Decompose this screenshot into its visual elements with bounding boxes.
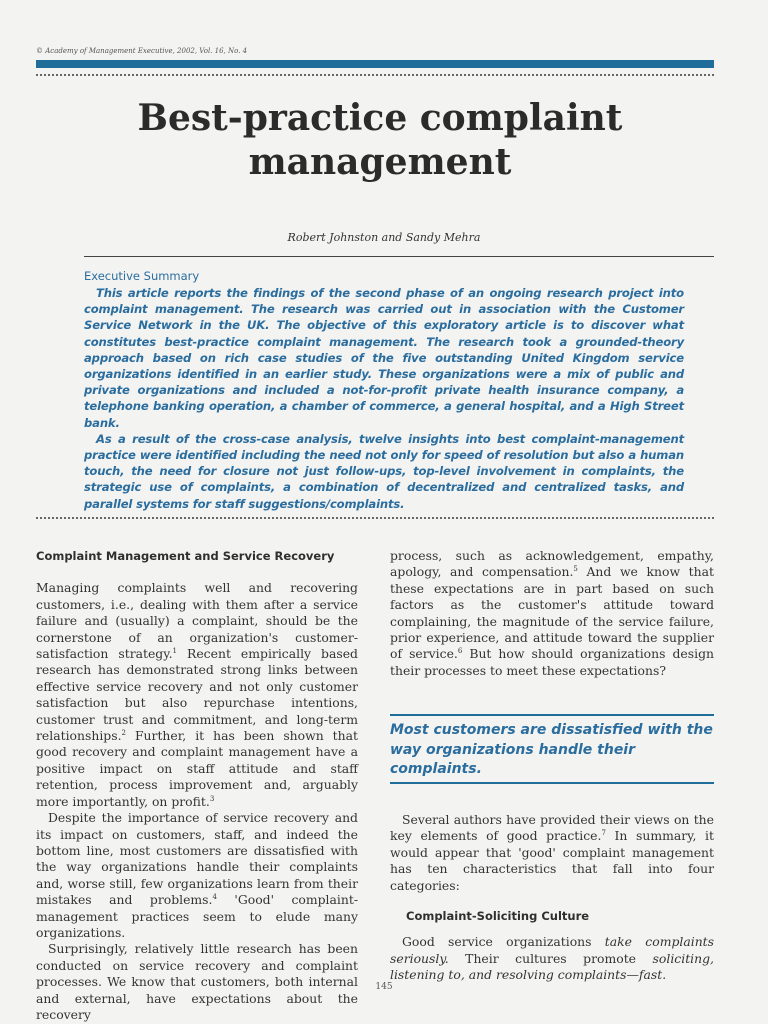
journal-citation: © Academy of Management Executive, 2002, Vol. 16, No. 4 bbox=[36, 47, 248, 55]
executive-summary bbox=[84, 269, 684, 512]
summary-paragraph-1: This article reports the findings of the second phase of an ongoing research project into complaint management. The research was carried out in association with the Customer Service Network in the UK. The objective of this exploratory article is to discover what constitutes best-practice complaint management. The research took a grounded-theory approach based on rich case studies of the five outstanding United Kingdom service organizations identified in an earlier study. These organizations were a mix of public and private organizations and included a not-for-profit private health insurance company, a telephone banking operation, a chamber of commerce, a general hospital, and a High Street bank. bbox=[84, 286, 684, 430]
footnote-ref: 4 bbox=[212, 893, 217, 901]
title-line-1: Best-practice complaint bbox=[137, 97, 623, 139]
body-paragraph: process, such as acknowledgement, empathy, apology, and compensation.$^5$ And we know that these expectations are in part based on such factors as the customer's attitude toward complaining, the magnitude of the service failure, prior experience, and attitude toward the supplier of service.$^6$ But how should organizations design their processes to meet these expectations? bbox=[390, 548, 714, 678]
body-paragraph: Good service organizations take complaints seriously. Their cultures promote soliciting, listening to, and resolving complaints—fast. bbox=[390, 934, 715, 983]
footnote-ref: 7 bbox=[601, 829, 606, 838]
section-heading-complaint-management: Complaint Management and Service Recovery bbox=[36, 549, 335, 563]
footnote-ref: 6 bbox=[457, 647, 463, 656]
body-paragraph: Surprisingly, relatively little research has been conducted on service recovery and complaint processes. We know that customers, both internal and external, have expectations about the recovery bbox=[36, 941, 358, 1022]
pull-quote bbox=[390, 714, 714, 784]
header-accent-bar bbox=[36, 60, 714, 68]
dotted-divider-top bbox=[36, 74, 714, 76]
footnote-ref: 5 bbox=[573, 565, 578, 574]
footnote-ref: 1 bbox=[172, 646, 178, 655]
body-column-left bbox=[36, 548, 358, 1023]
dotted-divider-summary bbox=[36, 517, 714, 519]
authors-rule bbox=[84, 256, 714, 257]
footnote-ref: 2 bbox=[121, 728, 126, 737]
body-paragraph: Despite the importance of service recovery and its impact on customers, staff, and indeed the bottom line, most customers are dissatisfied with the way organizations handle their complaints and, worse still, few organizations learn from their mistakes and problems.$^4$ 'Good' complaint-management practices seem to elude many organizations. bbox=[36, 810, 359, 940]
footnote-ref: 3 bbox=[209, 794, 215, 803]
body-column-right-lower bbox=[390, 812, 714, 984]
article-title bbox=[100, 96, 660, 184]
title-line-2: management bbox=[248, 141, 512, 183]
summary-paragraph-2: As a result of the cross-case analysis, twelve insights into best complaint-management practice were identified including the need not only for speed of resolution but also a human touch, the need for closure not just follow-ups, top-level involvement in complaints, the strategic use of complaints, a combination of decentralized and centralized tasks, and parallel systems for staff suggestions/complaints. bbox=[84, 431, 684, 511]
page-number: 145 bbox=[375, 982, 393, 992]
pull-quote-text: Most customers are dissatisfied with the way organizations handle their complaints. bbox=[390, 722, 713, 777]
body-column-right bbox=[390, 548, 714, 679]
body-paragraph: Several authors have provided their views on the key elements of good practice.$^7$ In summary, it would appear that 'good' complaint management has ten characteristics that fall into four categories: bbox=[390, 812, 714, 893]
body-paragraph: Managing complaints well and recovering customers, i.e., dealing with them after a service failure and (usually) a complaint, should be the cornerstone of an organization's customer-satisfaction strategy.$^1$ Recent empirically based research has demonstrated strong links between effective service recovery and not only customer satisfaction but also repurchase intentions, customer trust and commitment, and long-term relationships.$^2$ Further, it has been shown that good recovery and complaint management have a positive impact on staff attitude and staff retention, process improvement and, arguably more importantly, on profit.$^3$ bbox=[36, 580, 358, 809]
article-authors: Robert Johnston and Sandy Mehra bbox=[287, 231, 481, 244]
summary-heading: Executive Summary bbox=[84, 269, 200, 283]
subheading-complaint-soliciting-culture: Complaint-Soliciting Culture bbox=[406, 909, 590, 924]
